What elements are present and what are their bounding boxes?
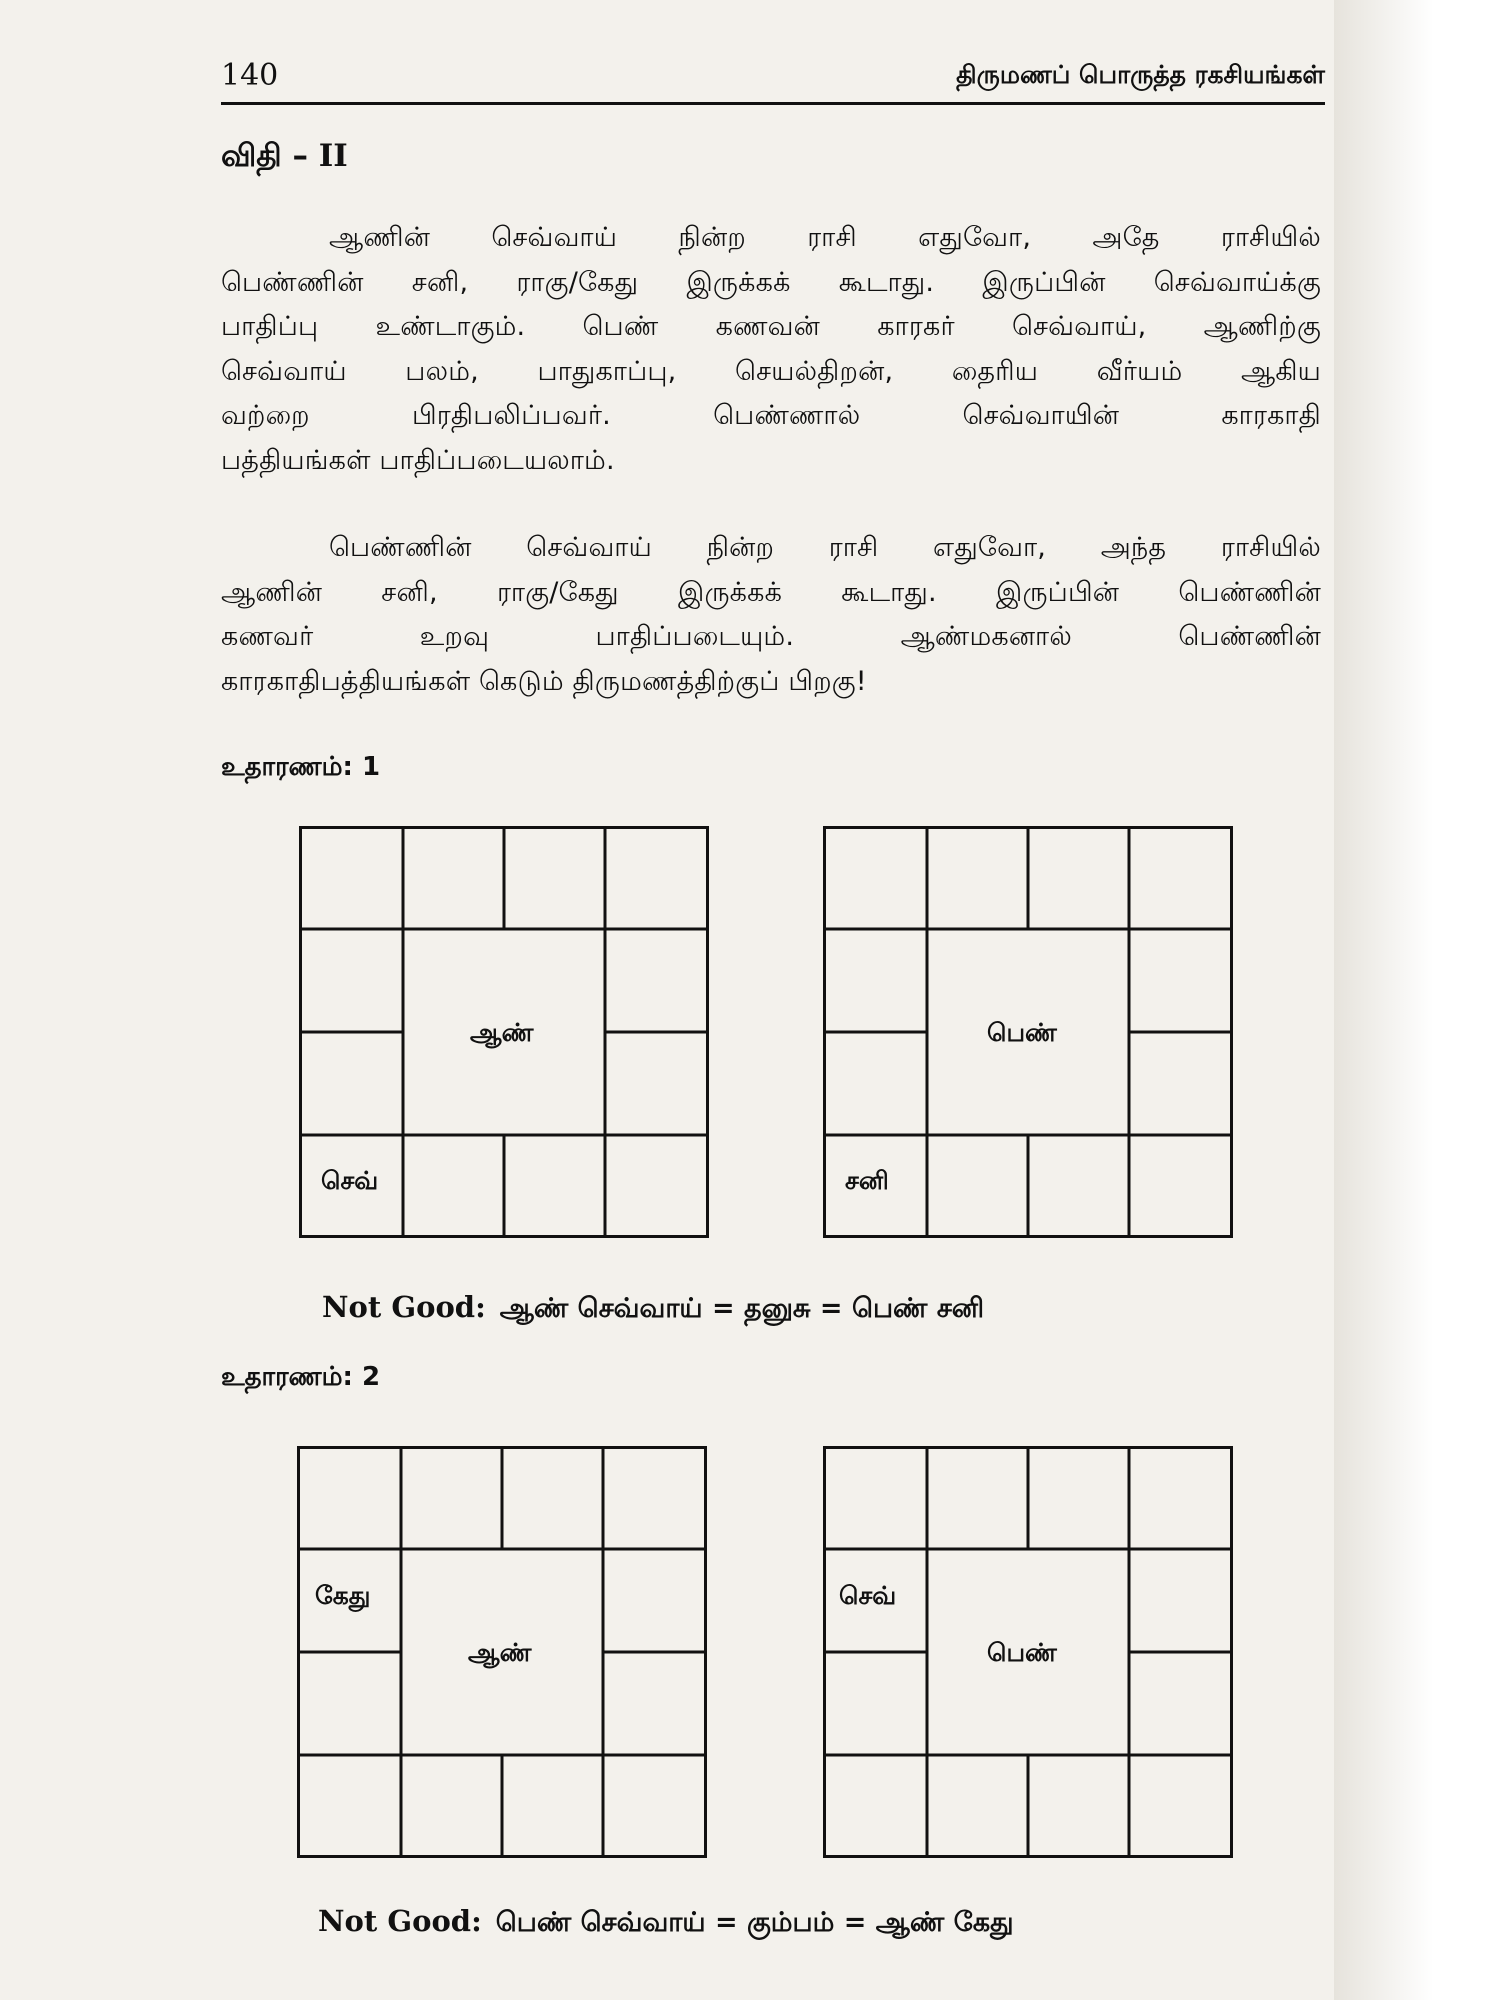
horoscope-chart-female-1 xyxy=(823,826,1233,1238)
paragraph-line: கணவர் உறவு பாதிப்படையும். ஆண்மகனால் பெண்ணின் xyxy=(221,621,1321,652)
example-2-label: உதாரணம்: 2 xyxy=(221,1362,381,1392)
paragraph-line: செவ்வாய் பலம், பாதுகாப்பு, செயல்திறன், தைரிய வீர்யம் ஆகிய xyxy=(221,355,1321,387)
caption-verdict: Not Good: xyxy=(318,1904,482,1938)
rule-paragraph-1 xyxy=(221,216,1321,483)
planet-label-saturn: சனி xyxy=(845,1166,889,1195)
planet-label-mars: செவ் xyxy=(839,1581,897,1610)
paragraph-line: பத்தியங்கள் பாதிப்படையலாம். xyxy=(221,444,615,476)
running-header xyxy=(221,58,1325,105)
chart-center-label: பெண் xyxy=(987,1018,1057,1047)
chart-center-label: ஆண் xyxy=(468,1638,532,1667)
paragraph-line: ஆணின் செவ்வாய் நின்ற ராசி எதுவோ, அதே ராசியில் xyxy=(329,222,1321,253)
section-heading xyxy=(221,138,348,178)
page-number: 140 xyxy=(221,58,279,93)
paragraph-line: காரகாதிபத்தியங்கள் கெடும் திருமணத்திற்குப் பிறகு! xyxy=(221,665,867,697)
caption-text: ஆண் செவ்வாய் = தனுசு = பெண் சனி xyxy=(499,1293,985,1324)
horoscope-chart-male-1 xyxy=(299,826,709,1238)
page-edge-shadow xyxy=(1334,0,1500,2000)
book-title: திருமணப் பொருத்த ரகசியங்கள் xyxy=(956,60,1325,89)
example-1-label: உதாரணம்: 1 xyxy=(221,752,381,782)
caption-verdict: Not Good: xyxy=(322,1290,486,1324)
rule-paragraph-2 xyxy=(221,526,1321,704)
chart-center-label: ஆண் xyxy=(470,1018,534,1047)
paragraph-line: பெண்ணின் செவ்வாய் நின்ற ராசி எதுவோ, அந்த ராசியில் xyxy=(329,532,1321,563)
paragraph-line: பாதிப்பு உண்டாகும். பெண் கணவன் காரகர் செவ்வாய், ஆணிற்கு xyxy=(221,311,1321,342)
horoscope-chart-female-2 xyxy=(823,1446,1233,1858)
planet-label-mars: செவ் xyxy=(321,1166,379,1195)
paragraph-line: ஆணின் சனி, ராகு/கேது இருக்கக் கூடாது. இருப்பின் பெண்ணின் xyxy=(221,576,1321,608)
paragraph-line: பெண்ணின் சனி, ராகு/கேது இருக்கக் கூடாது. இருப்பின் செவ்வாய்க்கு xyxy=(221,266,1321,298)
planet-label-ketu: கேது xyxy=(315,1581,371,1610)
caption-text: பெண் செவ்வாய் = கும்பம் = ஆண் கேது xyxy=(495,1907,1014,1938)
example-2-caption xyxy=(318,1904,1014,1942)
horoscope-chart-male-2 xyxy=(297,1446,707,1858)
section-heading-prefix: விதி – xyxy=(221,138,319,174)
section-heading-numeral: II xyxy=(318,138,348,174)
example-1-caption xyxy=(322,1290,984,1328)
paragraph-line: வற்றை பிரதிபலிப்பவர். பெண்ணால் செவ்வாயின் காரகாதி xyxy=(221,400,1321,431)
chart-center-label: பெண் xyxy=(987,1638,1057,1667)
